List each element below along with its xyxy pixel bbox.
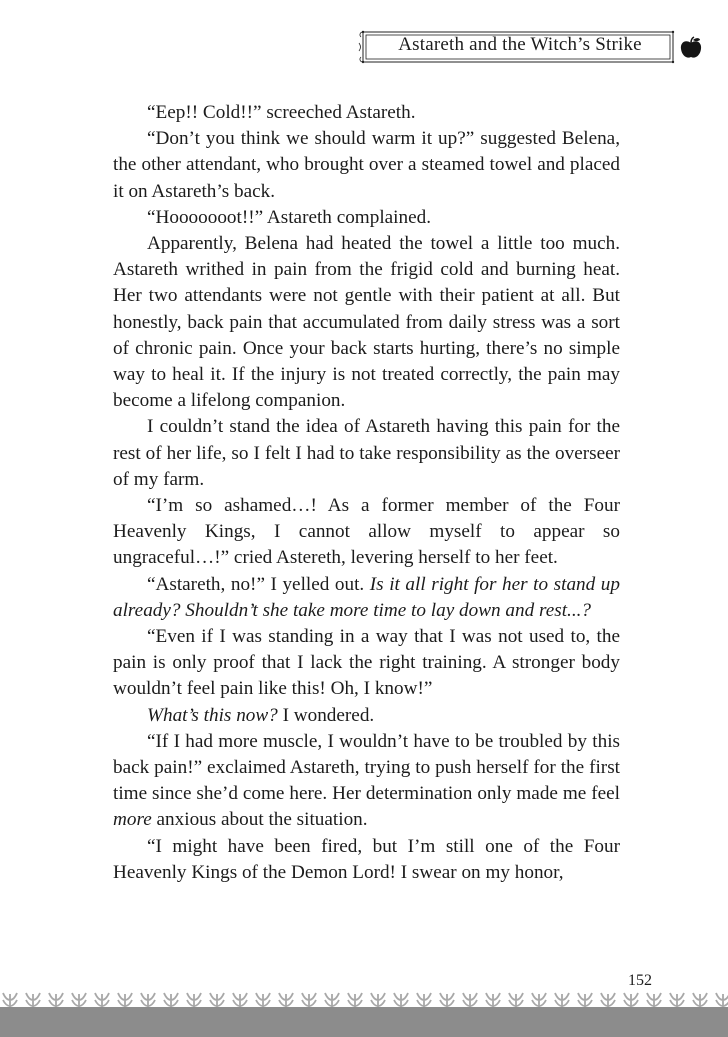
leaf-sprig-icon	[95, 993, 109, 1007]
leaf-sprig-icon	[440, 993, 454, 1007]
footer-motif-row	[3, 993, 728, 1007]
leaf-sprig-icon	[187, 993, 201, 1007]
leaf-sprig-icon	[601, 993, 615, 1007]
leaf-sprig-icon	[670, 993, 684, 1007]
paragraph	[113, 414, 620, 493]
leaf-sprig-icon	[348, 993, 362, 1007]
footer-band	[0, 990, 728, 1037]
leaf-sprig-icon	[3, 993, 17, 1007]
leaf-sprig-icon	[647, 993, 661, 1007]
leaf-sprig-icon	[394, 993, 408, 1007]
leaf-sprig-icon	[118, 993, 132, 1007]
paragraph	[113, 100, 620, 126]
leaf-sprig-icon	[26, 993, 40, 1007]
paragraph	[113, 834, 620, 886]
leaf-sprig-icon	[624, 993, 638, 1007]
leaf-sprig-icon	[233, 993, 247, 1007]
leaf-sprig-icon	[486, 993, 500, 1007]
paragraph	[113, 231, 620, 414]
paragraph	[113, 205, 620, 231]
leaf-sprig-icon	[693, 993, 707, 1007]
paragraph-text: anxious about the situation.	[151, 809, 368, 831]
paragraph-text: “I might have been fired, but I’m still one of the Four Heavenly Kings of the Demon Lord! I swear on my honor,	[113, 835, 620, 883]
running-header	[358, 28, 704, 68]
body-text	[113, 100, 620, 886]
leaf-sprig-icon	[72, 993, 86, 1007]
paragraph-text: “Hooooooot!!” Astareth complained.	[147, 206, 431, 228]
paragraph-text: I couldn’t stand the idea of Astareth having this pain for the rest of her life, so I felt I had to take responsibility as the overseer of my farm.	[113, 416, 620, 490]
leaf-sprig-icon	[164, 993, 178, 1007]
paragraph-text: “I’m so ashamed…! As a former member of the Four Heavenly Kings, I cannot allow myself to appear so ungraceful…!” cried Astereth, levering herself to her feet.	[113, 495, 620, 569]
italic-text: What’s this now?	[147, 704, 278, 726]
leaf-sprig-icon	[716, 993, 728, 1007]
paragraph	[113, 572, 620, 624]
leaf-sprig-icon	[417, 993, 431, 1007]
leaf-sprig-icon	[463, 993, 477, 1007]
leaf-sprig-icon	[302, 993, 316, 1007]
paragraph-text: “Even if I was standing in a way that I was not used to, the pain is only proof that I lack the right training. A stronger body wouldn’t feel pain like this! Oh, I know!”	[113, 626, 620, 700]
leaf-sprig-icon	[256, 993, 270, 1007]
italic-text: Is it all right for her to stand up already? Shouldn’t she take more time to lay down and rest...?	[113, 573, 620, 621]
paragraph-text: “Astareth, no!” I yelled out.	[147, 573, 370, 595]
paragraph	[113, 126, 620, 205]
paragraph	[113, 624, 620, 703]
apple-icon	[678, 35, 704, 61]
leaf-sprig-icon	[210, 993, 224, 1007]
paragraph	[113, 703, 620, 729]
leaf-sprig-icon	[509, 993, 523, 1007]
paragraph	[113, 729, 620, 834]
leaf-sprig-icon	[49, 993, 63, 1007]
paragraph-text: “Eep!! Cold!!” screeched Astareth.	[147, 102, 416, 123]
header-title: Astareth and the Witch’s Strike	[398, 34, 642, 55]
leaf-sprig-icon	[279, 993, 293, 1007]
footer-band-fill	[0, 1007, 728, 1037]
leaf-sprig-icon	[532, 993, 546, 1007]
paragraph-text: “Don’t you think we should warm it up?” suggested Belena, the other attendant, who brought over a steamed towel and placed it on Astareth’s back.	[113, 128, 620, 202]
leaf-sprig-icon	[555, 993, 569, 1007]
leaf-sprig-icon	[578, 993, 592, 1007]
paragraph-text: Apparently, Belena had heated the towel a little too much. Astareth writhed in pain from the frigid cold and burning heat. Her two attendants were not gentle with their patient at all. But honestly, back pain that accumulated from daily stress was a sort of chronic pain. Once your back starts hurting, there’s no simple way to heal it. If the injury is not treated correctly, the pain may become a lifelong companion.	[113, 233, 620, 412]
paragraph-text: I wondered.	[277, 704, 375, 726]
leaf-sprig-icon	[325, 993, 339, 1007]
paragraph-text: “If I had more muscle, I wouldn’t have to be troubled by this back pain!” exclaimed Astareth, trying to push herself for the first time since she’d come here. Her determination only made me feel	[113, 730, 620, 805]
leaf-sprig-icon	[141, 993, 155, 1007]
leaf-sprig-icon	[371, 993, 385, 1007]
paragraph	[113, 493, 620, 572]
italic-text: more	[113, 809, 152, 831]
page-number: 152	[628, 972, 652, 989]
